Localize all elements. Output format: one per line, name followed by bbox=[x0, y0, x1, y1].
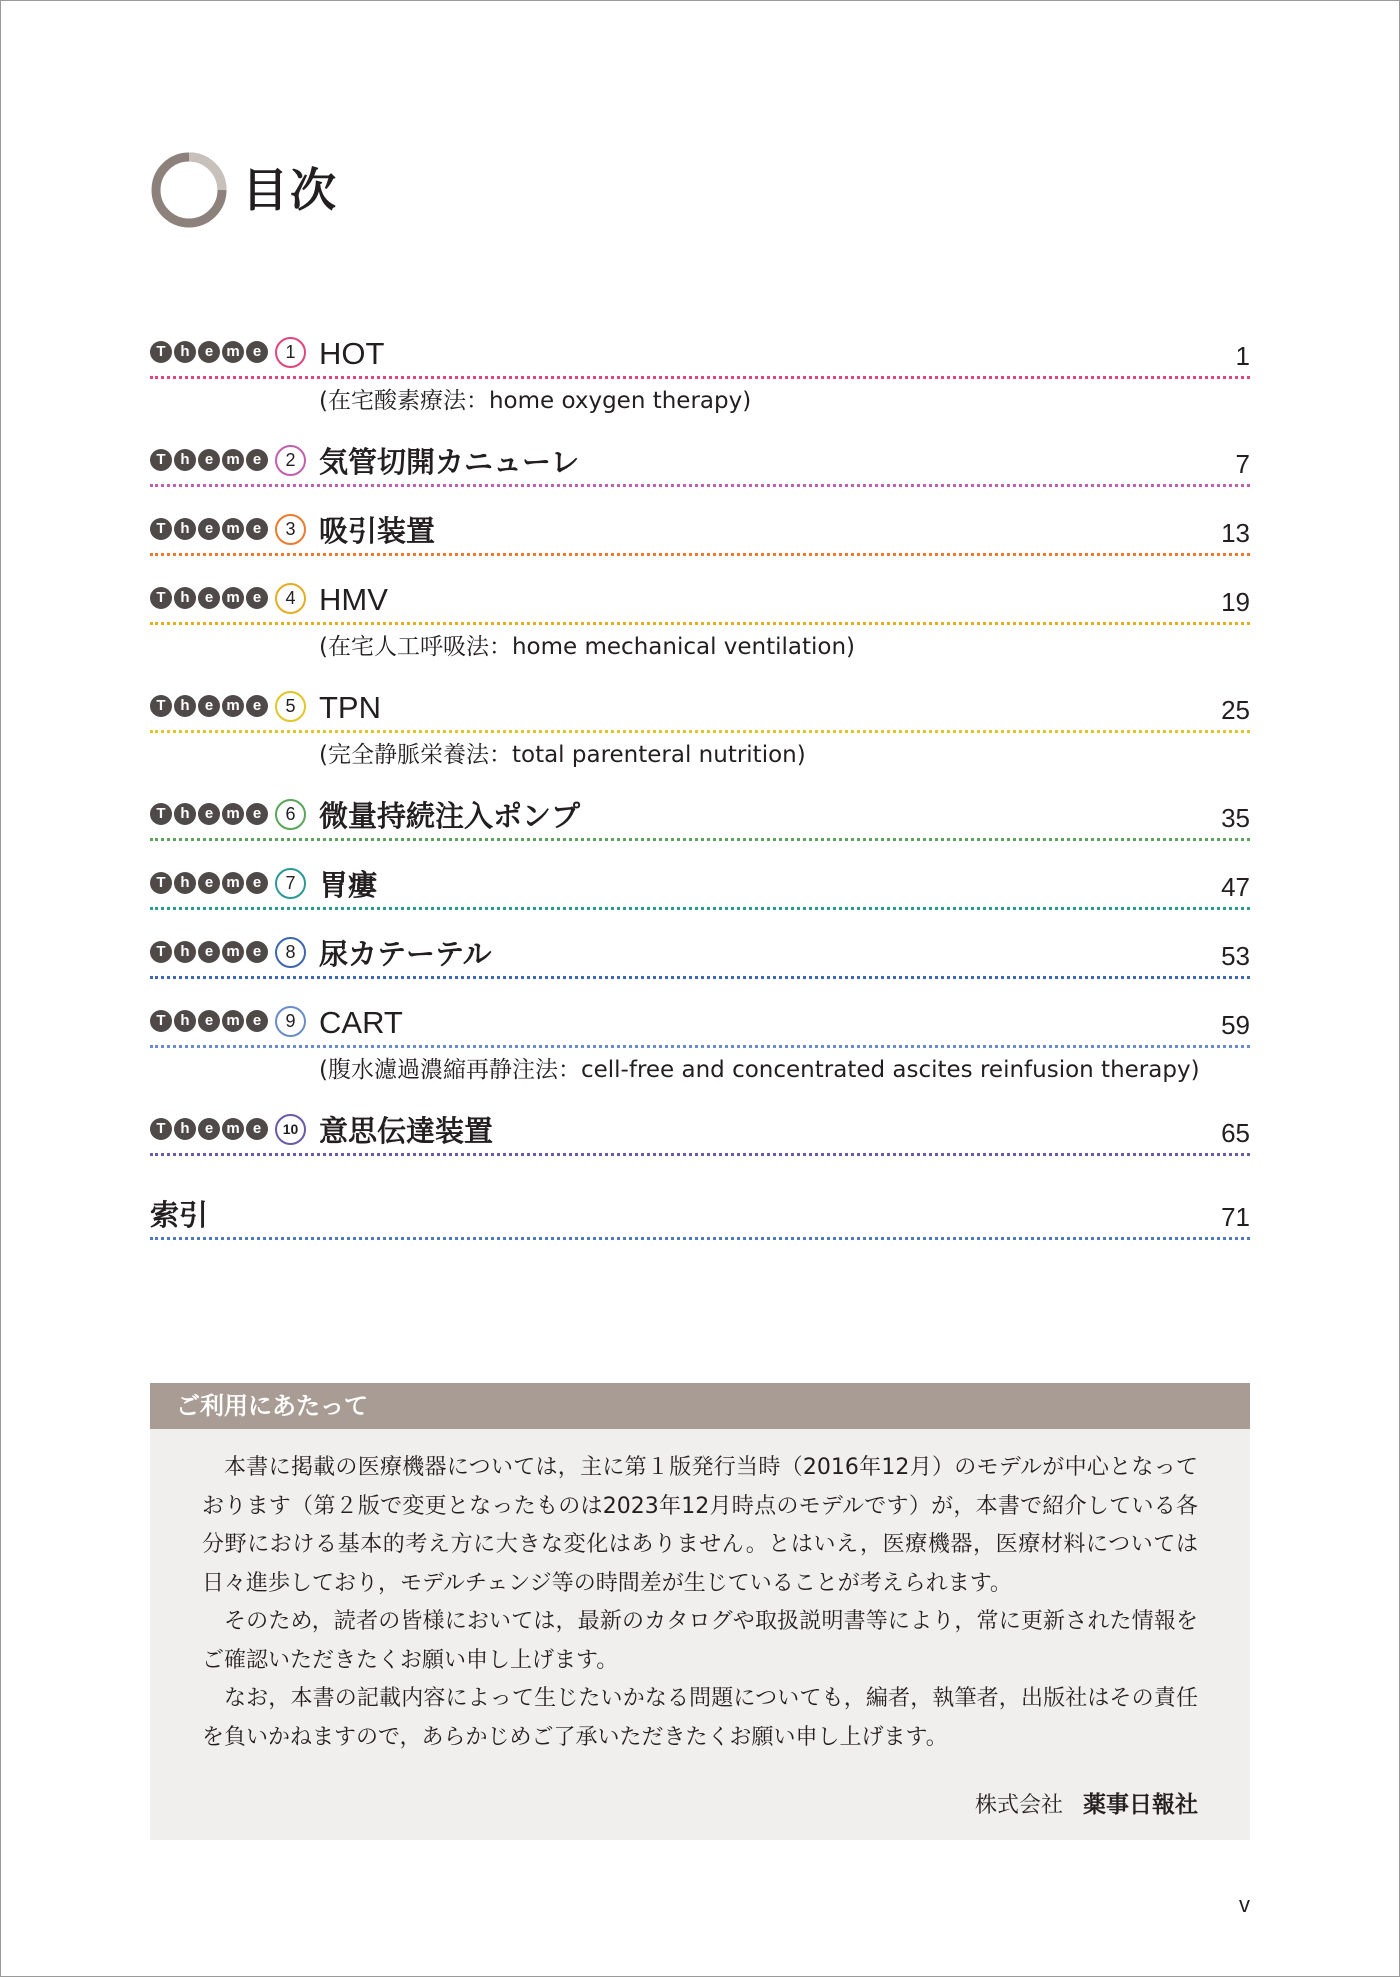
theme-badge: T h e m e 7 bbox=[150, 867, 306, 899]
toc-page-number: 7 bbox=[1235, 449, 1250, 479]
theme-number: 9 bbox=[275, 1006, 306, 1037]
toc-page-number: 25 bbox=[1221, 695, 1250, 725]
toc-entry-theme-6[interactable] bbox=[150, 794, 1250, 841]
theme-number: 1 bbox=[275, 337, 306, 368]
toc-entry-theme-2[interactable] bbox=[150, 440, 1250, 487]
toc-entry-theme-10[interactable] bbox=[150, 1109, 1250, 1156]
toc-title: 索引 bbox=[150, 1198, 209, 1232]
theme-badge: T h e m e 3 bbox=[150, 513, 306, 545]
toc-subtitle: (完全静脈栄養法：total parenteral nutrition) bbox=[319, 742, 806, 768]
toc-entry-theme-3[interactable] bbox=[150, 509, 1250, 556]
theme-badge: T h e m e 9 bbox=[150, 1005, 306, 1037]
theme-number: 6 bbox=[275, 799, 306, 830]
theme-number: 10 bbox=[275, 1114, 306, 1145]
toc-subtitle: (在宅酸素療法：home oxygen therapy) bbox=[319, 388, 752, 414]
theme-badge: T h e m e 2 bbox=[150, 444, 306, 476]
toc-title: CART bbox=[319, 1005, 403, 1040]
toc-page-number: 19 bbox=[1221, 587, 1250, 617]
toc-page-number: 47 bbox=[1221, 872, 1250, 902]
toc-title: 吸引装置 bbox=[319, 514, 436, 548]
toc-page-number: 35 bbox=[1221, 803, 1250, 833]
toc-page-number: 13 bbox=[1221, 518, 1250, 548]
toc-subtitle: (腹水濾過濃縮再静注法：cell-free and concentrated ascites reinfusion therapy) bbox=[319, 1057, 1200, 1083]
theme-badge: T h e m e 8 bbox=[150, 936, 306, 968]
theme-badge: T h e m e 6 bbox=[150, 798, 306, 830]
toc-title: 意思伝達装置 bbox=[319, 1114, 494, 1148]
theme-badge: T h e m e 1 bbox=[150, 336, 306, 368]
toc-page-number: 59 bbox=[1221, 1010, 1250, 1040]
toc-page-number: 53 bbox=[1221, 941, 1250, 971]
toc-page-number: 1 bbox=[1235, 341, 1250, 371]
toc-entry-theme-4[interactable] bbox=[150, 578, 1250, 663]
toc-entry-theme-9[interactable] bbox=[150, 1001, 1250, 1086]
toc-page-number: 71 bbox=[1221, 1202, 1250, 1232]
theme-number: 5 bbox=[275, 691, 306, 722]
toc-entry-theme-7[interactable] bbox=[150, 863, 1250, 910]
toc-subtitle: (在宅人工呼吸法：home mechanical ventilation) bbox=[319, 634, 856, 660]
theme-badge: T h e m e 4 bbox=[150, 582, 306, 614]
theme-badge: T h e m e 10 bbox=[150, 1113, 306, 1145]
toc-title: TPN bbox=[319, 690, 381, 725]
toc-title: HMV bbox=[319, 582, 388, 617]
page-title: 目次 bbox=[242, 163, 338, 217]
toc-title: HOT bbox=[319, 336, 385, 371]
toc-page-number: 65 bbox=[1221, 1118, 1250, 1148]
toc-entry-theme-8[interactable] bbox=[150, 932, 1250, 979]
theme-number: 8 bbox=[275, 937, 306, 968]
publisher-name: 薬事日報社 bbox=[1083, 1792, 1198, 1818]
theme-number: 2 bbox=[275, 445, 306, 476]
toc-entry-theme-1[interactable] bbox=[150, 332, 1250, 417]
notice-heading: ご利用にあたって bbox=[150, 1383, 1250, 1429]
toc-title: 胃瘻 bbox=[319, 868, 378, 902]
notice-paragraph: なお，本書の記載内容によって生じたいかなる問題についても，編者，執筆者，出版社はその責任を負いかねますので，あらかじめご了承いただきたくお願い申し上げます。 bbox=[202, 1686, 1198, 1750]
publisher bbox=[975, 1789, 1198, 1822]
toc-title: 尿カテーテル bbox=[319, 937, 492, 971]
title-ring-icon bbox=[150, 151, 228, 229]
toc-title: 気管切開カニューレ bbox=[319, 445, 580, 479]
toc-title: 微量持続注入ポンプ bbox=[319, 799, 581, 833]
page-number: v bbox=[1239, 1892, 1250, 1917]
notice-paragraph: そのため，読者の皆様においては，最新のカタログや取扱説明書等により，常に更新された情報をご確認いただきたくお願い申し上げます。 bbox=[202, 1609, 1198, 1673]
theme-number: 4 bbox=[275, 583, 306, 614]
theme-badge: T h e m e 5 bbox=[150, 690, 306, 722]
toc-entry-theme-5[interactable] bbox=[150, 686, 1250, 771]
toc-entry-index[interactable] bbox=[150, 1193, 1250, 1240]
usage-notice bbox=[150, 1383, 1250, 1840]
notice-paragraph: 本書に掲載の医療機器については，主に第１版発行当時（2016年12月）のモデルが中心となっております（第２版で変更となったものは2023年12月時点のモデルです）が，本書で紹介している各分野における基本的考え方に大きな変化はありません。とはいえ，医療機器，医療材料については日々進歩しており，モデルチェンジ等の時間差が生じていることが考えられます。 bbox=[202, 1455, 1198, 1596]
theme-number: 3 bbox=[275, 514, 306, 545]
theme-number: 7 bbox=[275, 868, 306, 899]
publisher-prefix: 株式会社 bbox=[974, 1793, 1063, 1818]
